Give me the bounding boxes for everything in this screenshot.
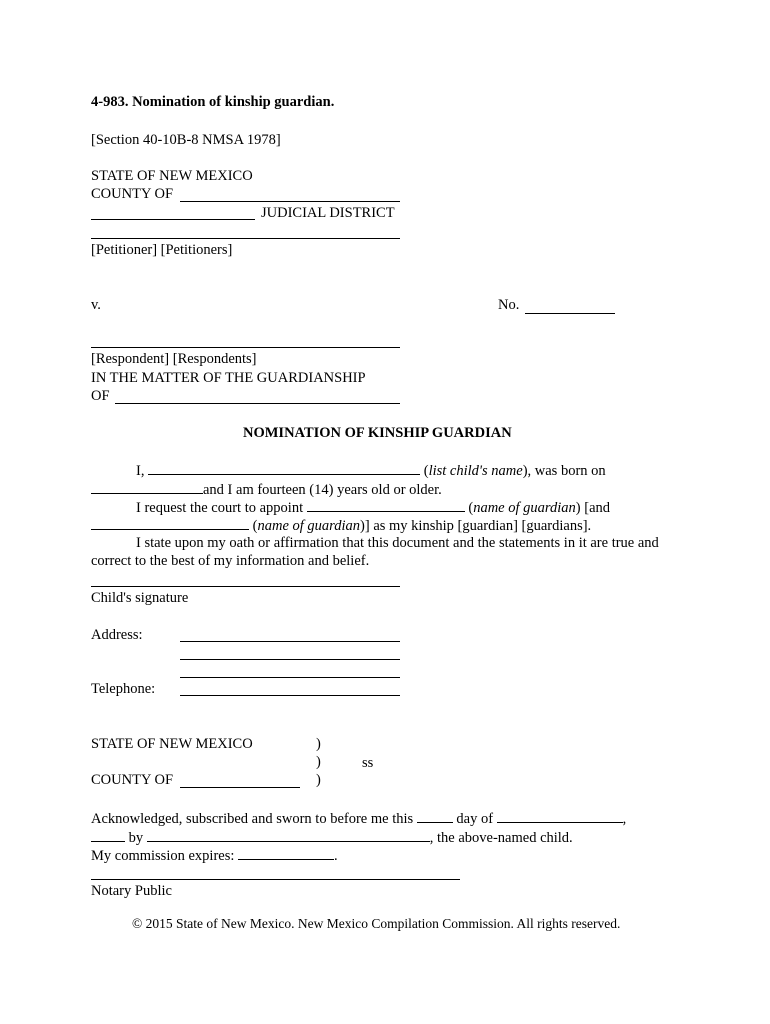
paren-open: ( [468, 500, 474, 516]
paren-open: ( [252, 518, 258, 534]
commission-line [91, 847, 338, 864]
notary-public-label: Notary Public [91, 883, 172, 899]
paren-open: ( [423, 463, 429, 479]
day-blank [417, 810, 453, 823]
commission-text: My commission expires: [91, 848, 235, 864]
caption-matter-of: OF [91, 388, 110, 404]
body-line-1 [136, 462, 606, 479]
caption-petitioner: [Petitioner] [Petitioners] [91, 242, 233, 258]
telephone-label: Telephone: [91, 681, 156, 697]
kinship-guardian-text: )] as my kinship [guardian] [guardians]. [360, 518, 592, 534]
caption-judicial-district: JUDICIAL DISTRICT [261, 205, 395, 221]
ss-label: ss [362, 755, 374, 771]
child-signature-label: Child's signature [91, 590, 189, 606]
request-text: I request the court to appoint [136, 500, 304, 516]
day-of-text: day of [456, 811, 494, 827]
matter-of-line [115, 403, 400, 404]
guardian-2-hint: name of guardian [257, 518, 361, 534]
body-line-6: correct to the best of my information and belief. [91, 553, 370, 569]
age-statement: and I am fourteen (14) years old or older. [203, 482, 442, 498]
paren-1: ) [316, 736, 321, 752]
document-title: NOMINATION OF KINSHIP GUARDIAN [243, 425, 512, 441]
by-line [91, 829, 573, 846]
caption-state: STATE OF NEW MEXICO [91, 168, 253, 184]
guardian-1-hint: name of guardian [473, 500, 576, 516]
notary-county-label: COUNTY OF [91, 772, 174, 788]
month-blank [497, 810, 623, 823]
guardian-2-blank [91, 517, 249, 530]
body-line-3 [136, 499, 610, 516]
year-blank [91, 829, 125, 842]
acknowledged-text: Acknowledged, subscribed and sworn to before me this [91, 811, 414, 827]
child-signature-line [91, 586, 400, 587]
commission-blank [238, 847, 334, 860]
birth-date-blank [91, 481, 203, 494]
above-named-text: , the above-named child. [429, 830, 573, 846]
address-label: Address: [91, 627, 143, 643]
period: . [334, 848, 338, 864]
by-name-blank [147, 829, 430, 842]
guardian-1-blank [307, 499, 465, 512]
copyright-footer: © 2015 State of New Mexico. New Mexico Compilation Commission. All rights reserved. [132, 916, 621, 931]
born-on-text: ), was born on [522, 463, 606, 479]
caption-county-label: COUNTY OF [91, 186, 174, 202]
acknowledged-line [91, 810, 626, 827]
case-number-label: No. [498, 297, 520, 313]
comma: , [622, 811, 627, 827]
body-line-5: I state upon my oath or affirmation that this document and the statements in it are true and [136, 535, 659, 551]
child-name-hint: list child's name [428, 463, 523, 479]
district-blank-line [91, 219, 255, 220]
form-heading: 4-983. Nomination of kinship guardian. [91, 94, 335, 110]
paren-3: ) [316, 772, 321, 788]
body-i: I, [136, 463, 145, 479]
petitioner-line [91, 238, 400, 239]
respondent-line [91, 347, 400, 348]
case-number-line [525, 313, 615, 314]
body-line-4 [91, 517, 591, 534]
notary-county-line [180, 787, 300, 788]
telephone-line [180, 695, 400, 696]
caption-matter-line: IN THE MATTER OF THE GUARDIANSHIP [91, 370, 366, 386]
notary-signature-line [91, 879, 460, 880]
paren-2: ) [316, 754, 321, 770]
notary-state: STATE OF NEW MEXICO [91, 736, 253, 752]
county-blank-line [180, 201, 400, 202]
address-line-2 [180, 659, 400, 660]
address-line-1 [180, 641, 400, 642]
section-reference: [Section 40-10B-8 NMSA 1978] [91, 132, 281, 148]
and-text: ) [and [575, 500, 610, 516]
caption-versus: v. [91, 297, 101, 313]
caption-respondent: [Respondent] [Respondents] [91, 351, 257, 367]
by-text: by [128, 830, 144, 846]
address-line-3 [180, 677, 400, 678]
body-line-2 [91, 481, 442, 498]
child-name-blank [148, 462, 420, 475]
